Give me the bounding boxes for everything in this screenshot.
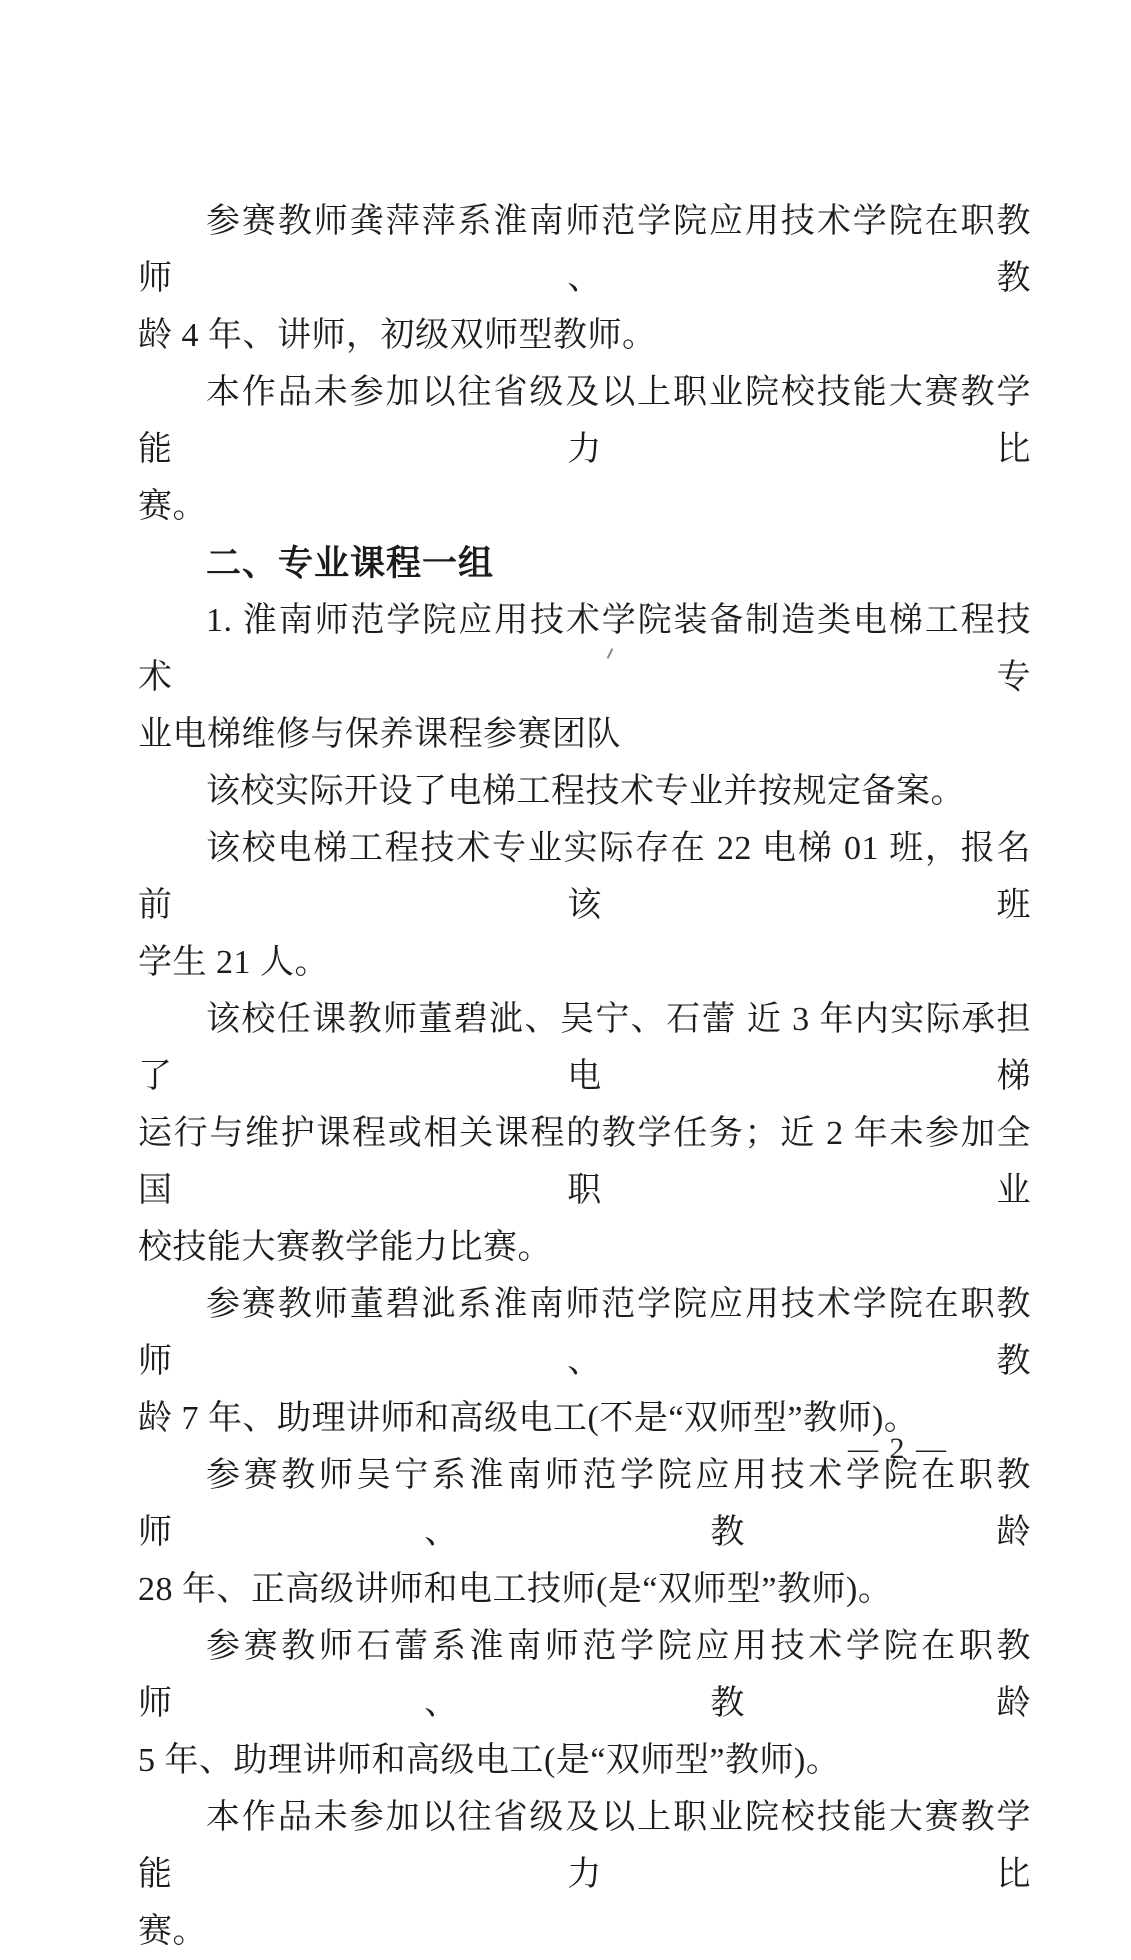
text-line: 5 年、助理讲师和高级电工(是“双师型”教师)。	[138, 1742, 841, 1779]
text-line: 赛。	[138, 488, 207, 525]
text-line: 参赛教师董碧泚系淮南师范学院应用技术学院在职教师、教	[138, 1286, 1031, 1380]
text-line: 该校任课教师董碧泚、吴宁、石蕾 近 3 年内实际承担了电梯	[138, 1001, 1031, 1095]
text-line: 该校实际开设了电梯工程技术专业并按规定备案。	[206, 773, 965, 810]
text-line: 该校电梯工程技术专业实际存在 22 电梯 01 班，报名前该班	[138, 830, 1031, 924]
text-line: 龄 7 年、助理讲师和高级电工(不是“双师型”教师)。	[138, 1400, 919, 1437]
text-line: 运行与维护课程或相关课程的教学任务；近 2 年未参加全国职业	[138, 1115, 1031, 1209]
text-line: 龄 4 年、讲师，初级双师型教师。	[138, 317, 657, 354]
page-number: — 2 —	[848, 1432, 948, 1465]
text-line: 赛。	[138, 1913, 207, 1950]
text-line: 业电梯维修与保养课程参赛团队	[138, 716, 621, 753]
text-line: 本作品未参加以往省级及以上职业院校技能大赛教学能力比	[138, 1799, 1031, 1893]
text-line: 学生 21 人。	[138, 944, 329, 981]
text-line: 28 年、正高级讲师和电工技师(是“双师型”教师)。	[138, 1571, 893, 1608]
document-body	[138, 193, 1031, 1960]
section-heading: 二、专业课程一组	[206, 544, 495, 583]
text-line: 参赛教师石蕾系淮南师范学院应用技术学院在职教师、教龄	[138, 1628, 1031, 1722]
text-line: 参赛教师龚萍萍系淮南师范学院应用技术学院在职教师、教	[138, 203, 1031, 297]
text-line: 本作品未参加以往省级及以上职业院校技能大赛教学能力比	[138, 374, 1031, 468]
text-line: 参赛教师吴宁系淮南师范学院应用技术学院在职教师、教龄	[138, 1457, 1031, 1551]
text-line: 校技能大赛教学能力比赛。	[138, 1229, 552, 1266]
text-line: 1. 淮南师范学院应用技术学院装备制造类电梯工程技术专	[138, 602, 1031, 696]
